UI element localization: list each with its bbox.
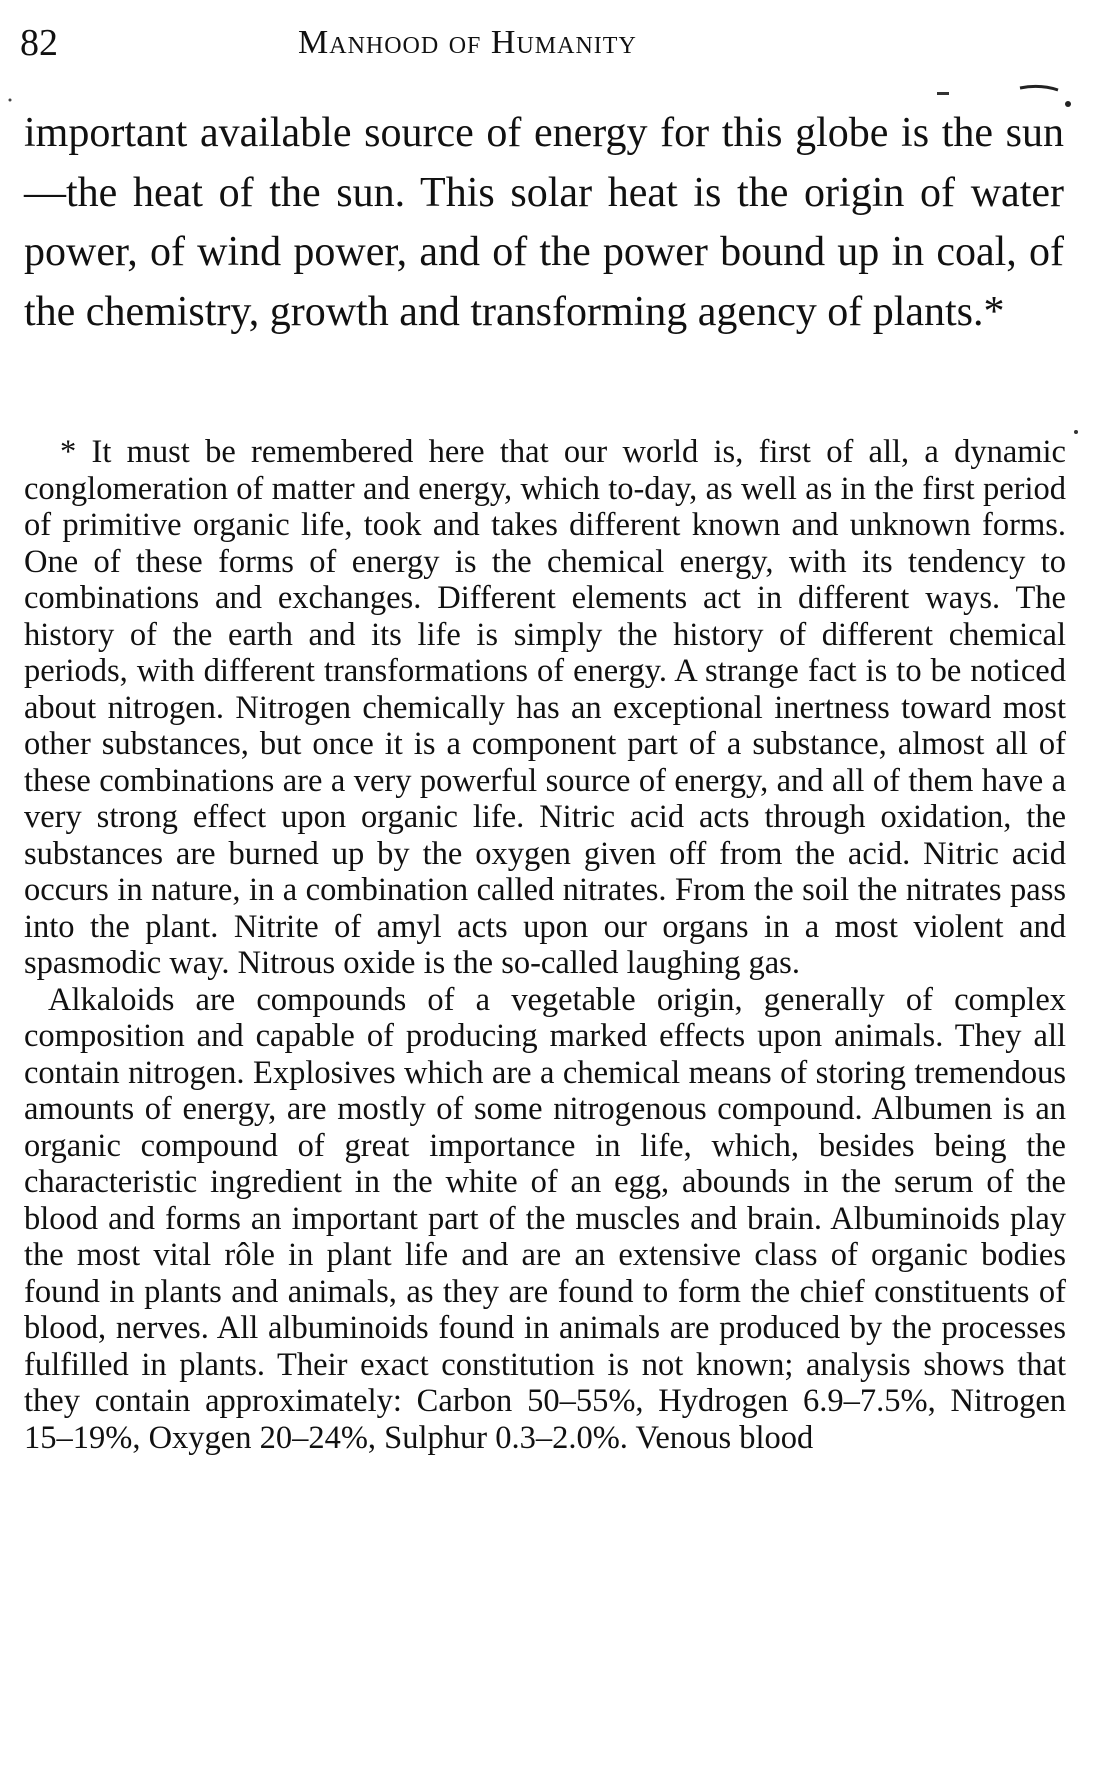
main-paragraph: important available source of energy for this globe is the sun—the heat of the sun. This solar heat is the origin of water power, of wind power, and of the power bound up in coal, of the chemistry, growth and transforming agency of plants.* [24,110,1064,335]
footnote-paragraph-1: * It must be remembered here that our world is, first of all, a dynamic conglomeration of matter and energy, which to-day, as well as in the first period of primitive organic life, took and takes different known and unknown forms. One of these forms of energy is the chemical energy, with its tendency to combinations and exchanges. Different elements act in different ways. The history of the earth and its life is simply the history of different chemical periods, with different transformations of energy. A strange fact is to be noticed about nitrogen. Nitrogen chemically has an exceptional inertness toward most other substances, but once it is a component part of a substance, almost all of these combinations are a very powerful source of energy, and all of them have a very strong effect upon organic life. Nitric acid acts through oxidation, the substances are burned up by the oxygen given off from the acid. Nitric acid occurs in nature, in a combination called nitrates. From the soil the nitrates pass into the plant. Nitrite of amyl acts upon our organs in a most violent and spasmodic way. Nitrous oxide is the so-called laughing gas. [24,434,1066,981]
main-text [24,104,1064,342]
speck [1020,86,1058,90]
page-header [20,18,1070,68]
speck [9,99,12,102]
speck [1074,430,1078,434]
page-number: 82 [20,22,58,64]
footnote-paragraph-2: Alkaloids are compounds of a vegetable origin, generally of complex composition and capable of producing marked effects upon animals. They all contain nitrogen. Explosives which are a chemical means of storing tremendous amounts of energy, are mostly of some nitrogenous compound. Albumen is an organic compound of great importance in life, which, besides being the characteristic ingredient in the white of an egg, abounds in the serum of the blood and forms an important part of the muscles and brain. Albuminoids play the most vital rôle in plant life and are an extensive class of organic bodies found in plants and animals, as they are found to form the chief constituents of blood, nerves. All albuminoids found in animals are produced by the processes fulfilled in plants. Their exact constitution is not known; analysis shows that they contain approximately: Carbon 50–55%, Hydrogen 6.9–7.5%, Nitrogen 15–19%, Oxygen 20–24%, Sulphur 0.3–2.0%. Venous blood [24,981,1066,1456]
footnote [24,434,1066,1456]
running-head: Manhood of Humanity [298,24,637,61]
speck [937,92,949,95]
speck [1065,101,1071,107]
